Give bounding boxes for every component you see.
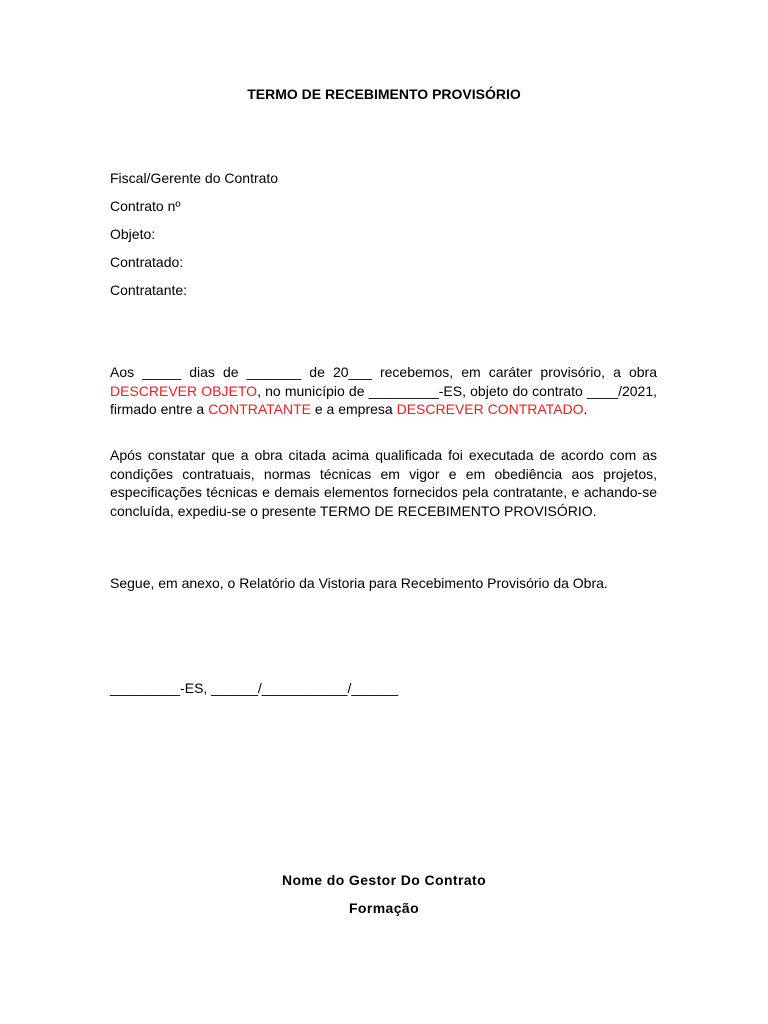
- signature-role: Formação: [348, 900, 420, 916]
- paragraph-text-3: e a empresa: [310, 401, 397, 417]
- field-fiscal-gerente: Fiscal/Gerente do Contrato: [110, 170, 279, 186]
- paragraph-anexo: Segue, em anexo, o Relatório da Vistoria para Recebimento Provisório da Obra.: [110, 575, 608, 591]
- date-line: _________-ES, ______/___________/______: [110, 680, 399, 696]
- paragraph-text-4: .: [583, 401, 588, 417]
- field-contratante: Contratante:: [110, 282, 188, 298]
- paragraph-recebimento: [110, 363, 657, 419]
- highlight-descrever-contratado: DESCREVER CONTRATADO: [396, 401, 584, 417]
- signature-name: Nome do Gestor Do Contrato: [281, 872, 487, 888]
- field-contrato-numero: Contrato nº: [110, 198, 181, 214]
- highlight-descrever-objeto: DESCREVER OBJETO: [110, 382, 258, 399]
- paragraph-text-2: , no município de _________-ES, objeto do contrato ____/2021, firmado entre a: [110, 382, 657, 417]
- field-contratado: Contratado:: [110, 254, 184, 270]
- field-objeto: Objeto:: [110, 226, 156, 242]
- document-title: TERMO DE RECEBIMENTO PROVISÓRIO: [247, 86, 521, 102]
- highlight-contratante: CONTRATANTE: [208, 401, 311, 417]
- paragraph-text-1: Aos _____ dias de _______ de 20___ recebemos, em caráter provisório, a obra: [110, 364, 657, 380]
- paragraph-constatacao: Após constatar que a obra citada acima qualificada foi executada de acordo com as condições contratuais, normas técnicas em vigor e em obediência aos projetos, especificações técnicas e demais elementos fornecidos pela contratante, e achando-se concluída, expediu-se o presente TERMO DE RECEBIMENTO PROVISÓRIO.: [110, 447, 657, 519]
